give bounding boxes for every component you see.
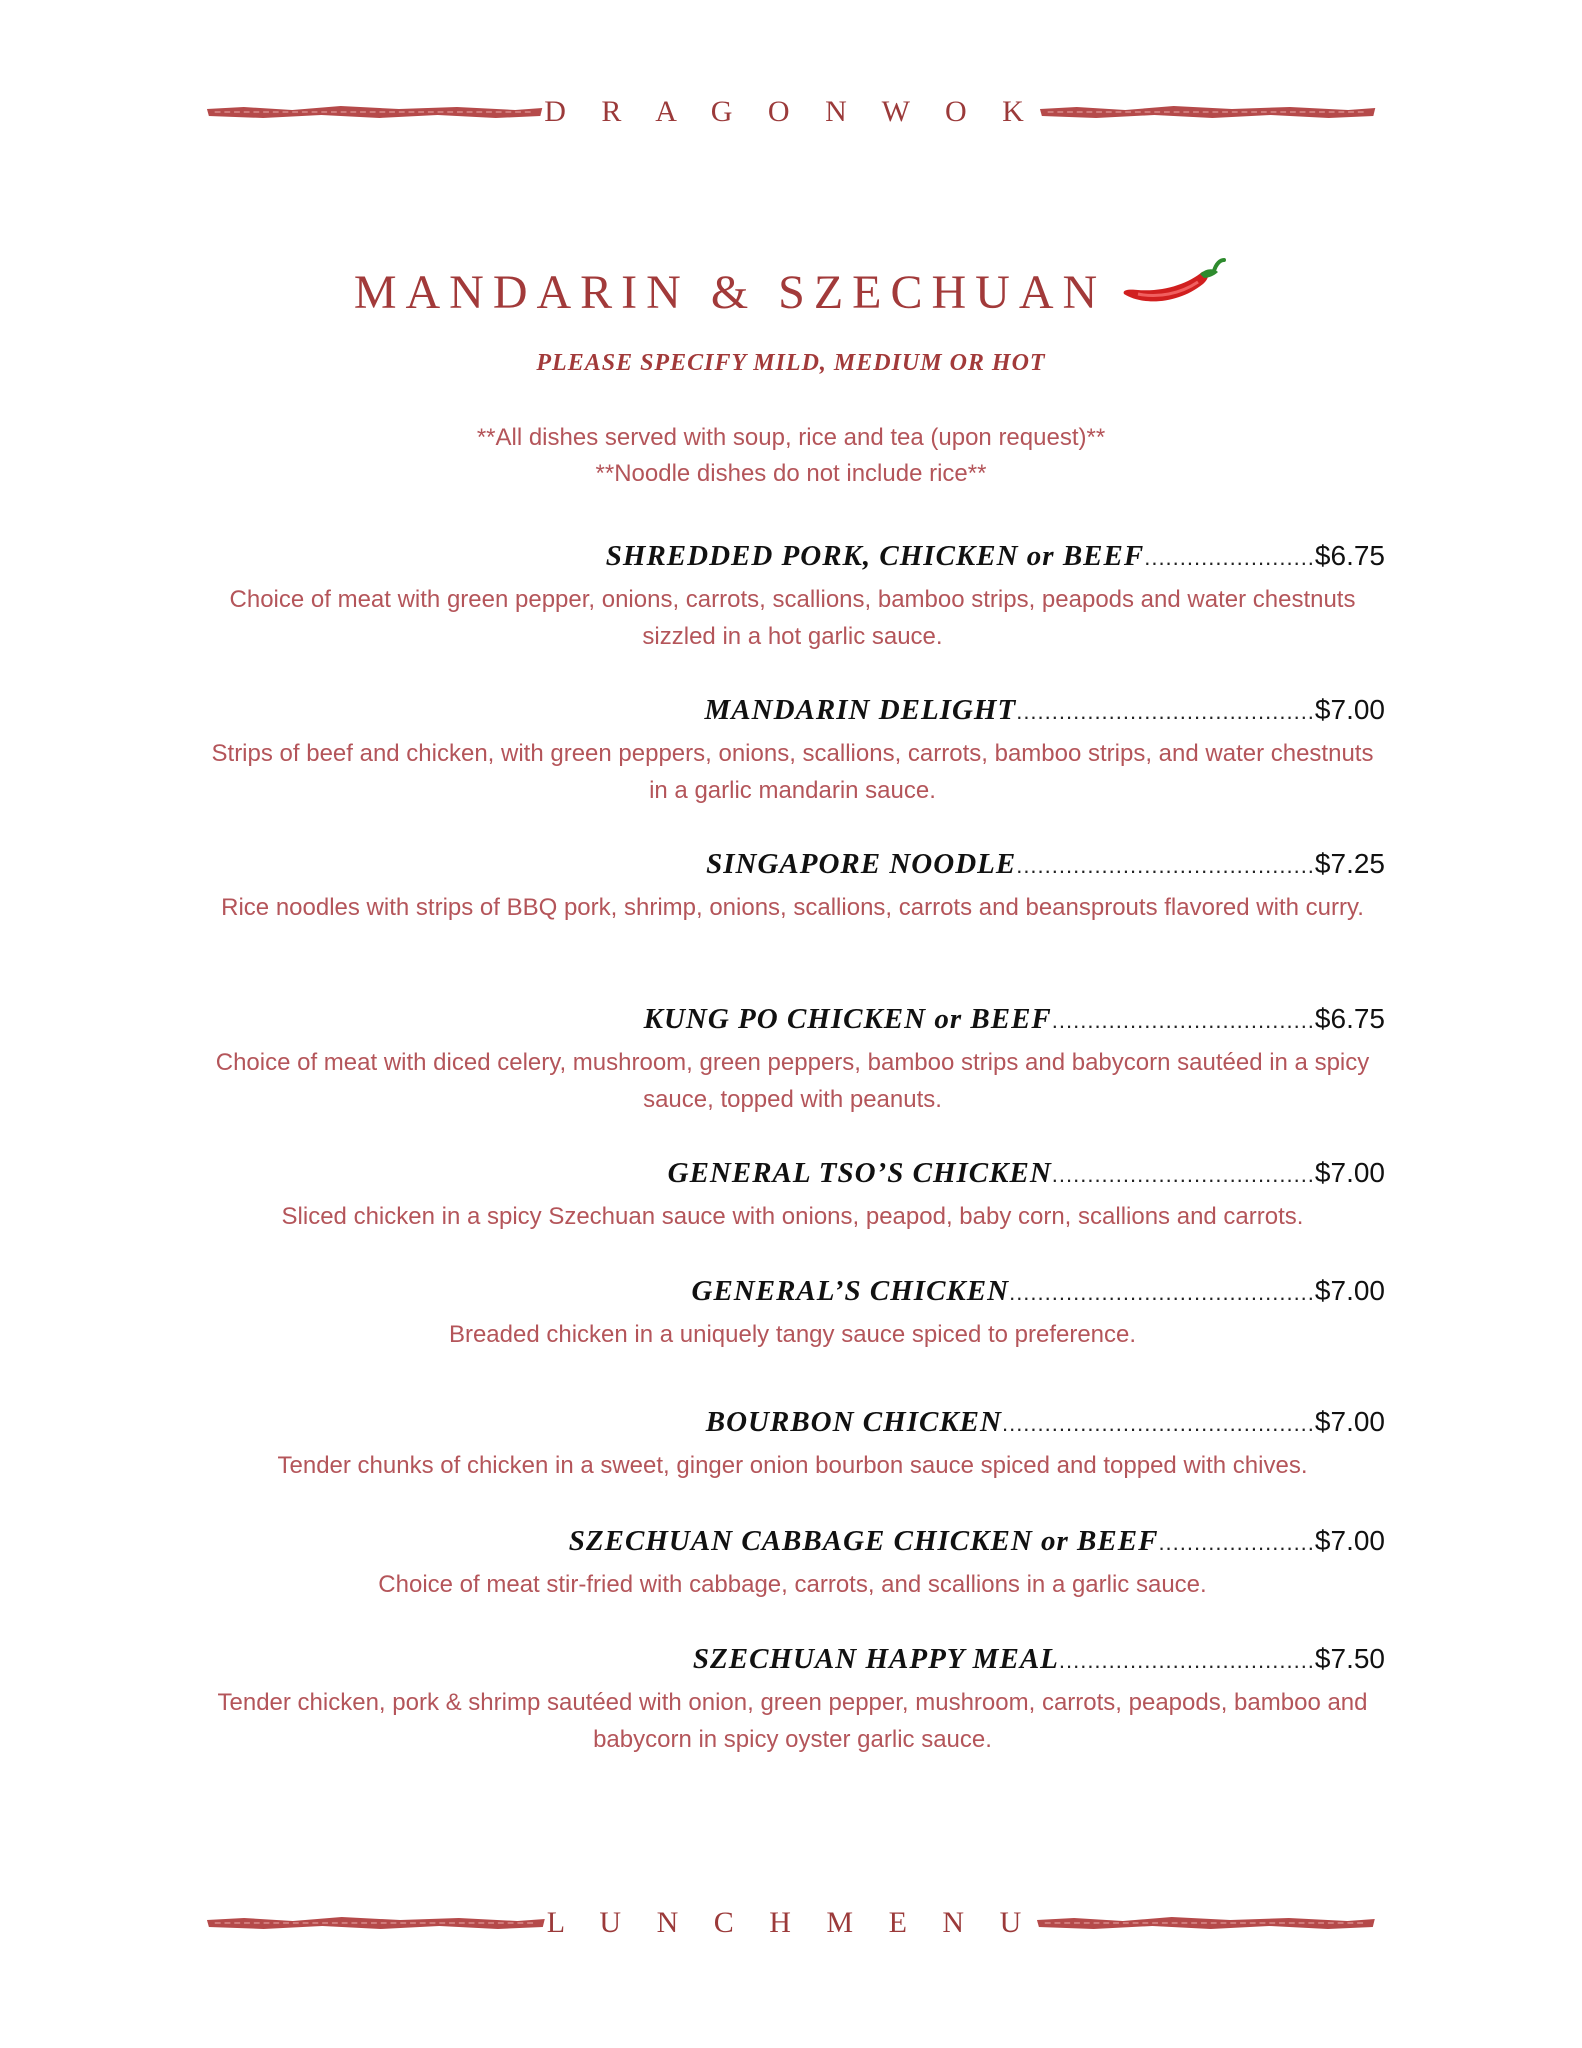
item-price: $7.00 — [1314, 1525, 1385, 1556]
menu-item — [185, 1003, 1400, 1118]
item-name: SINGAPORE NOODLE — [706, 848, 1017, 880]
menu-notes — [0, 420, 1582, 492]
item-price: $7.00 — [1314, 1157, 1385, 1188]
item-description: Rice noodles with strips of BBQ pork, shrimp, onions, scallions, carrots and beansprouts flavored with curry. — [221, 894, 1364, 921]
restaurant-name: D R A G O N W O K — [544, 95, 1038, 128]
leader-dots: .......................................... — [1016, 699, 1315, 724]
item-name: KUNG PO CHICKEN or BEEF — [643, 1003, 1052, 1035]
note-line: **Noodle dishes do not include rice** — [595, 460, 987, 487]
item-price: $7.25 — [1314, 848, 1385, 879]
menu-item — [185, 848, 1400, 926]
leader-dots: .................................... — [1058, 1648, 1315, 1673]
item-description: Tender chicken, pork & shrimp sautéed with onion, green pepper, mushroom, carrots, peapods, bamboo and babycorn in spicy oyster garlic sauce. — [217, 1689, 1368, 1753]
item-name: GENERAL TSO’S CHICKEN — [667, 1157, 1052, 1189]
menu-item — [185, 1643, 1400, 1758]
item-price: $6.75 — [1314, 1003, 1385, 1034]
leader-dots: ..................................... — [1051, 1008, 1315, 1033]
item-name: MANDARIN DELIGHT — [704, 694, 1017, 726]
item-name: SZECHUAN HAPPY MEAL — [692, 1643, 1059, 1675]
item-description: Choice of meat with diced celery, mushroom, green peppers, bamboo strips and babycorn sautéed in a spicy sauce, topped with peanuts. — [215, 1049, 1370, 1113]
brush-divider-left — [205, 101, 544, 123]
item-name: SHREDDED PORK, CHICKEN or BEEF — [605, 540, 1145, 572]
item-price: $6.75 — [1314, 540, 1385, 571]
item-name: BOURBON CHICKEN — [705, 1406, 1002, 1438]
brush-divider-right — [1038, 101, 1377, 123]
menu-item — [185, 1525, 1400, 1603]
item-description: Choice of meat with green pepper, onions, carrots, scallions, bamboo strips, peapods and water chestnuts sizzled in a hot garlic sauce. — [229, 586, 1356, 650]
spice-instruction: PLEASE SPECIFY MILD, MEDIUM OR HOT — [536, 350, 1046, 376]
item-price: $7.00 — [1314, 694, 1385, 725]
item-description: Choice of meat stir-fried with cabbage, carrots, and scallions in a garlic sauce. — [378, 1571, 1207, 1598]
item-description: Breaded chicken in a uniquely tangy sauce spiced to preference. — [448, 1321, 1137, 1348]
brush-divider-right — [1035, 1912, 1377, 1934]
leader-dots: ............................................ — [1001, 1411, 1315, 1436]
section-title: MANDARIN & SZECHUAN — [353, 266, 1107, 319]
menu-label: L U N C H M E N U — [546, 1906, 1036, 1939]
item-price: $7.50 — [1314, 1643, 1385, 1674]
item-price: $7.00 — [1314, 1275, 1385, 1306]
menu-item — [185, 1157, 1400, 1235]
chili-pepper-icon — [1118, 254, 1228, 314]
footer-band — [205, 1903, 1377, 1943]
leader-dots: ........................................... — [1009, 1280, 1315, 1305]
item-description: Sliced chicken in a spicy Szechuan sauce with onions, peapod, baby corn, scallions and carrots. — [281, 1203, 1304, 1230]
item-description: Strips of beef and chicken, with green peppers, onions, scallions, carrots, bamboo strips, and water chestnuts in a garlic mandarin sauce. — [211, 740, 1374, 804]
item-description: Tender chunks of chicken in a sweet, ginger onion bourbon sauce spiced and topped with chives. — [277, 1452, 1308, 1479]
header-band — [205, 92, 1377, 132]
section-header — [0, 265, 1582, 320]
item-price: $7.00 — [1314, 1406, 1385, 1437]
menu-item — [185, 540, 1400, 655]
leader-dots: .......................................... — [1016, 853, 1315, 878]
leader-dots: ...................... — [1158, 1530, 1315, 1555]
leader-dots: ........................ — [1144, 545, 1315, 570]
item-name: SZECHUAN CABBAGE CHICKEN or BEEF — [568, 1525, 1159, 1557]
brush-divider-left — [205, 1912, 547, 1934]
note-line: **All dishes served with soup, rice and tea (upon request)** — [476, 424, 1106, 451]
menu-item — [185, 1275, 1400, 1353]
leader-dots: ..................................... — [1051, 1162, 1315, 1187]
menu-item — [185, 694, 1400, 809]
item-name: GENERAL’S CHICKEN — [691, 1275, 1010, 1307]
menu-item — [185, 1406, 1400, 1484]
